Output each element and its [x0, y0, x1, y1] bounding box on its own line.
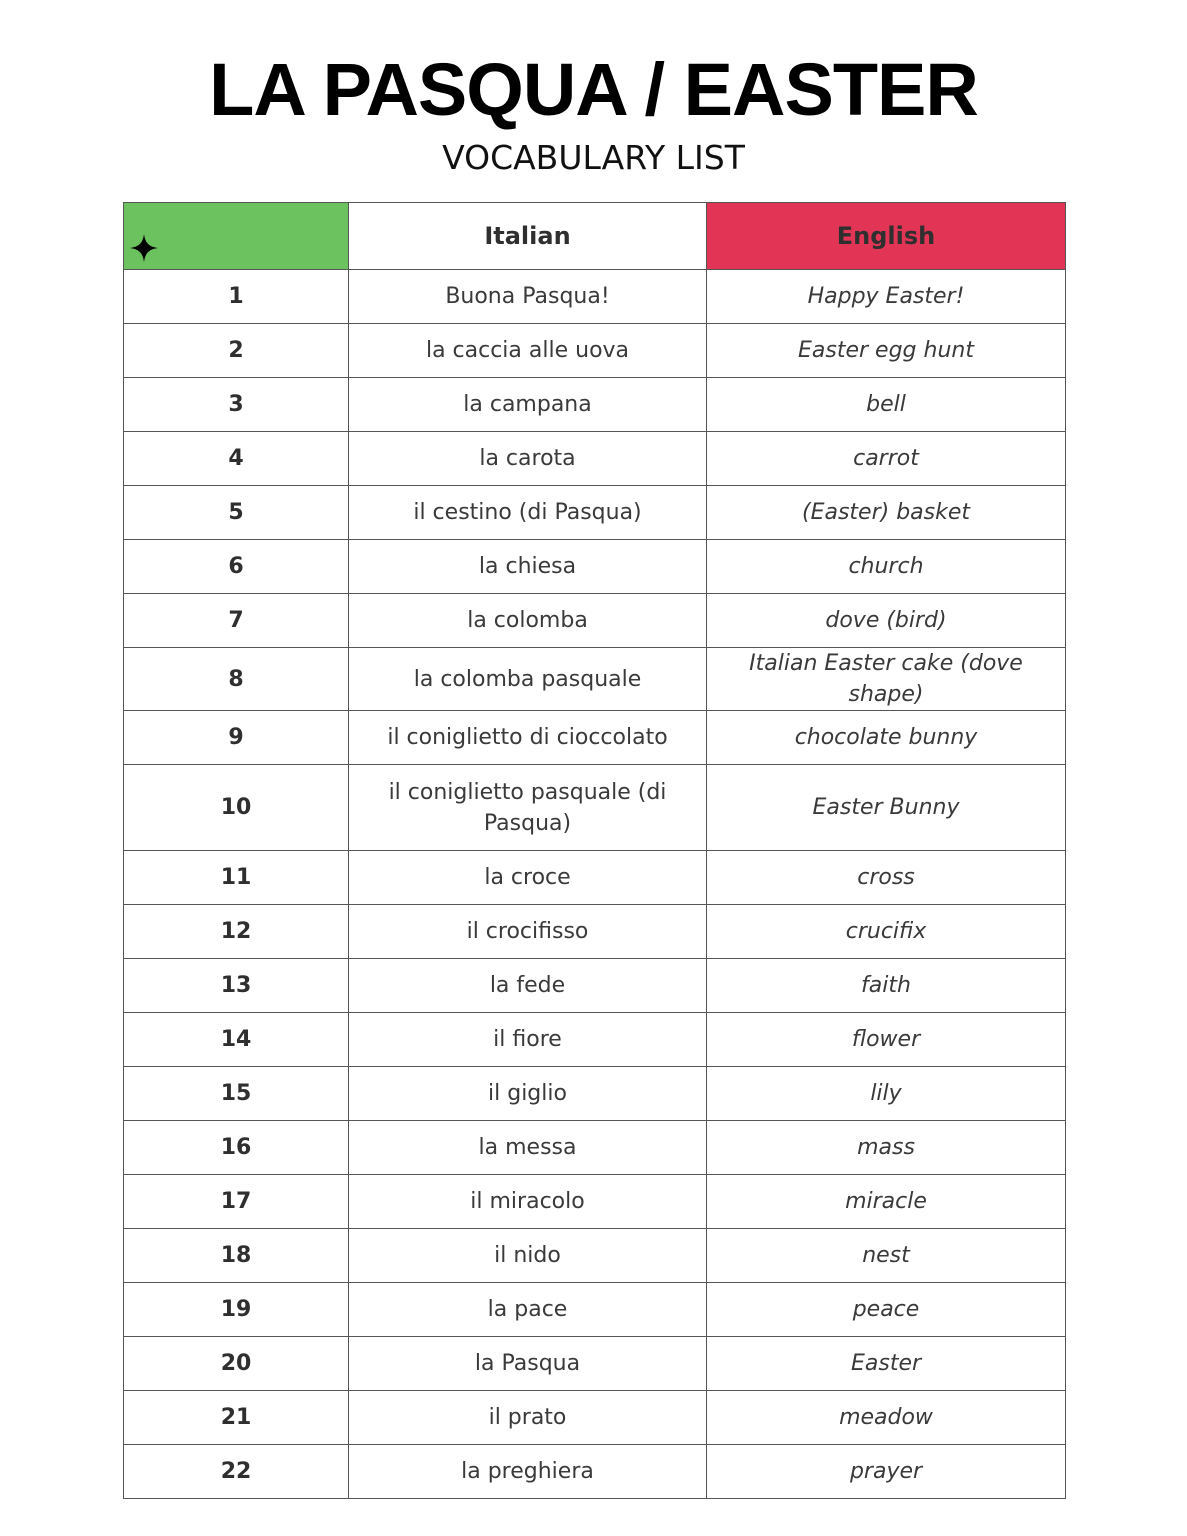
- row-number: 16: [124, 1121, 349, 1175]
- english-translation: prayer: [707, 1445, 1066, 1499]
- row-number: 6: [124, 540, 349, 594]
- italian-term: la campana: [349, 378, 707, 432]
- english-translation: flower: [707, 1013, 1066, 1067]
- row-number: 4: [124, 432, 349, 486]
- italian-term: la preghiera: [349, 1445, 707, 1499]
- english-translation: crucifix: [707, 905, 1066, 959]
- italian-term: la pace: [349, 1283, 707, 1337]
- four-point-star-icon: [129, 233, 159, 263]
- italian-term: la Pasqua: [349, 1337, 707, 1391]
- table-row: [124, 378, 1066, 432]
- table-row: [124, 1445, 1066, 1499]
- english-translation: nest: [707, 1229, 1066, 1283]
- row-number: 20: [124, 1337, 349, 1391]
- italian-term: il coniglietto di cioccolato: [349, 711, 707, 765]
- row-number: 21: [124, 1391, 349, 1445]
- table-row: [124, 540, 1066, 594]
- row-number: 3: [124, 378, 349, 432]
- table-row: [124, 486, 1066, 540]
- table-row: [124, 432, 1066, 486]
- italian-term: la colomba: [349, 594, 707, 648]
- italian-term: il coniglietto pasquale (di Pasqua): [349, 765, 707, 851]
- table-row: [124, 1121, 1066, 1175]
- table-row: [124, 1391, 1066, 1445]
- row-number: 17: [124, 1175, 349, 1229]
- table-row: [124, 648, 1066, 711]
- table-row: [124, 1229, 1066, 1283]
- english-translation: cross: [707, 851, 1066, 905]
- italian-term: il nido: [349, 1229, 707, 1283]
- row-number: 1: [124, 270, 349, 324]
- english-translation: chocolate bunny: [707, 711, 1066, 765]
- table-row: [124, 1283, 1066, 1337]
- row-number: 12: [124, 905, 349, 959]
- row-number: 11: [124, 851, 349, 905]
- italian-term: la messa: [349, 1121, 707, 1175]
- italian-term: il giglio: [349, 1067, 707, 1121]
- english-translation: Easter Bunny: [707, 765, 1066, 851]
- row-number: 14: [124, 1013, 349, 1067]
- table-row: [124, 905, 1066, 959]
- row-number: 10: [124, 765, 349, 851]
- english-translation: dove (bird): [707, 594, 1066, 648]
- italian-term: la colomba pasquale: [349, 648, 707, 711]
- table-row: [124, 324, 1066, 378]
- page-subtitle: VOCABULARY LIST: [442, 138, 745, 177]
- row-number: 15: [124, 1067, 349, 1121]
- italian-term: il prato: [349, 1391, 707, 1445]
- row-number: 22: [124, 1445, 349, 1499]
- table-body: [124, 270, 1066, 1499]
- table-row: [124, 1013, 1066, 1067]
- table-row: [124, 711, 1066, 765]
- table-row: [124, 1067, 1066, 1121]
- english-translation: bell: [707, 378, 1066, 432]
- english-translation: meadow: [707, 1391, 1066, 1445]
- table-header-row: [124, 203, 1066, 270]
- english-translation: miracle: [707, 1175, 1066, 1229]
- header-italian: Italian: [349, 203, 707, 270]
- table-row: [124, 959, 1066, 1013]
- row-number: 13: [124, 959, 349, 1013]
- table-row: [124, 594, 1066, 648]
- italian-term: il crocifisso: [349, 905, 707, 959]
- italian-term: il fiore: [349, 1013, 707, 1067]
- row-number: 5: [124, 486, 349, 540]
- english-translation: faith: [707, 959, 1066, 1013]
- row-number: 2: [124, 324, 349, 378]
- vocabulary-table: [123, 202, 1066, 1499]
- italian-term: la chiesa: [349, 540, 707, 594]
- table-row: [124, 270, 1066, 324]
- english-translation: lily: [707, 1067, 1066, 1121]
- italian-term: la caccia alle uova: [349, 324, 707, 378]
- english-translation: peace: [707, 1283, 1066, 1337]
- english-translation: church: [707, 540, 1066, 594]
- table-row: [124, 1337, 1066, 1391]
- table-row: [124, 765, 1066, 851]
- english-translation: Happy Easter!: [707, 270, 1066, 324]
- english-translation: Easter egg hunt: [707, 324, 1066, 378]
- english-translation: (Easter) basket: [707, 486, 1066, 540]
- row-number: 19: [124, 1283, 349, 1337]
- italian-term: Buona Pasqua!: [349, 270, 707, 324]
- english-translation: mass: [707, 1121, 1066, 1175]
- table-row: [124, 1175, 1066, 1229]
- italian-term: la carota: [349, 432, 707, 486]
- italian-term: la croce: [349, 851, 707, 905]
- header-english: English: [707, 203, 1066, 270]
- row-number: 8: [124, 648, 349, 711]
- table-row: [124, 851, 1066, 905]
- italian-term: il cestino (di Pasqua): [349, 486, 707, 540]
- row-number: 7: [124, 594, 349, 648]
- english-translation: carrot: [707, 432, 1066, 486]
- row-number: 18: [124, 1229, 349, 1283]
- italian-term: la fede: [349, 959, 707, 1013]
- header-star-cell: [124, 203, 349, 270]
- row-number: 9: [124, 711, 349, 765]
- italian-term: il miracolo: [349, 1175, 707, 1229]
- english-translation: Italian Easter cake (dove shape): [707, 648, 1066, 711]
- page-title: LA PASQUA / EASTER: [209, 48, 978, 131]
- english-translation: Easter: [707, 1337, 1066, 1391]
